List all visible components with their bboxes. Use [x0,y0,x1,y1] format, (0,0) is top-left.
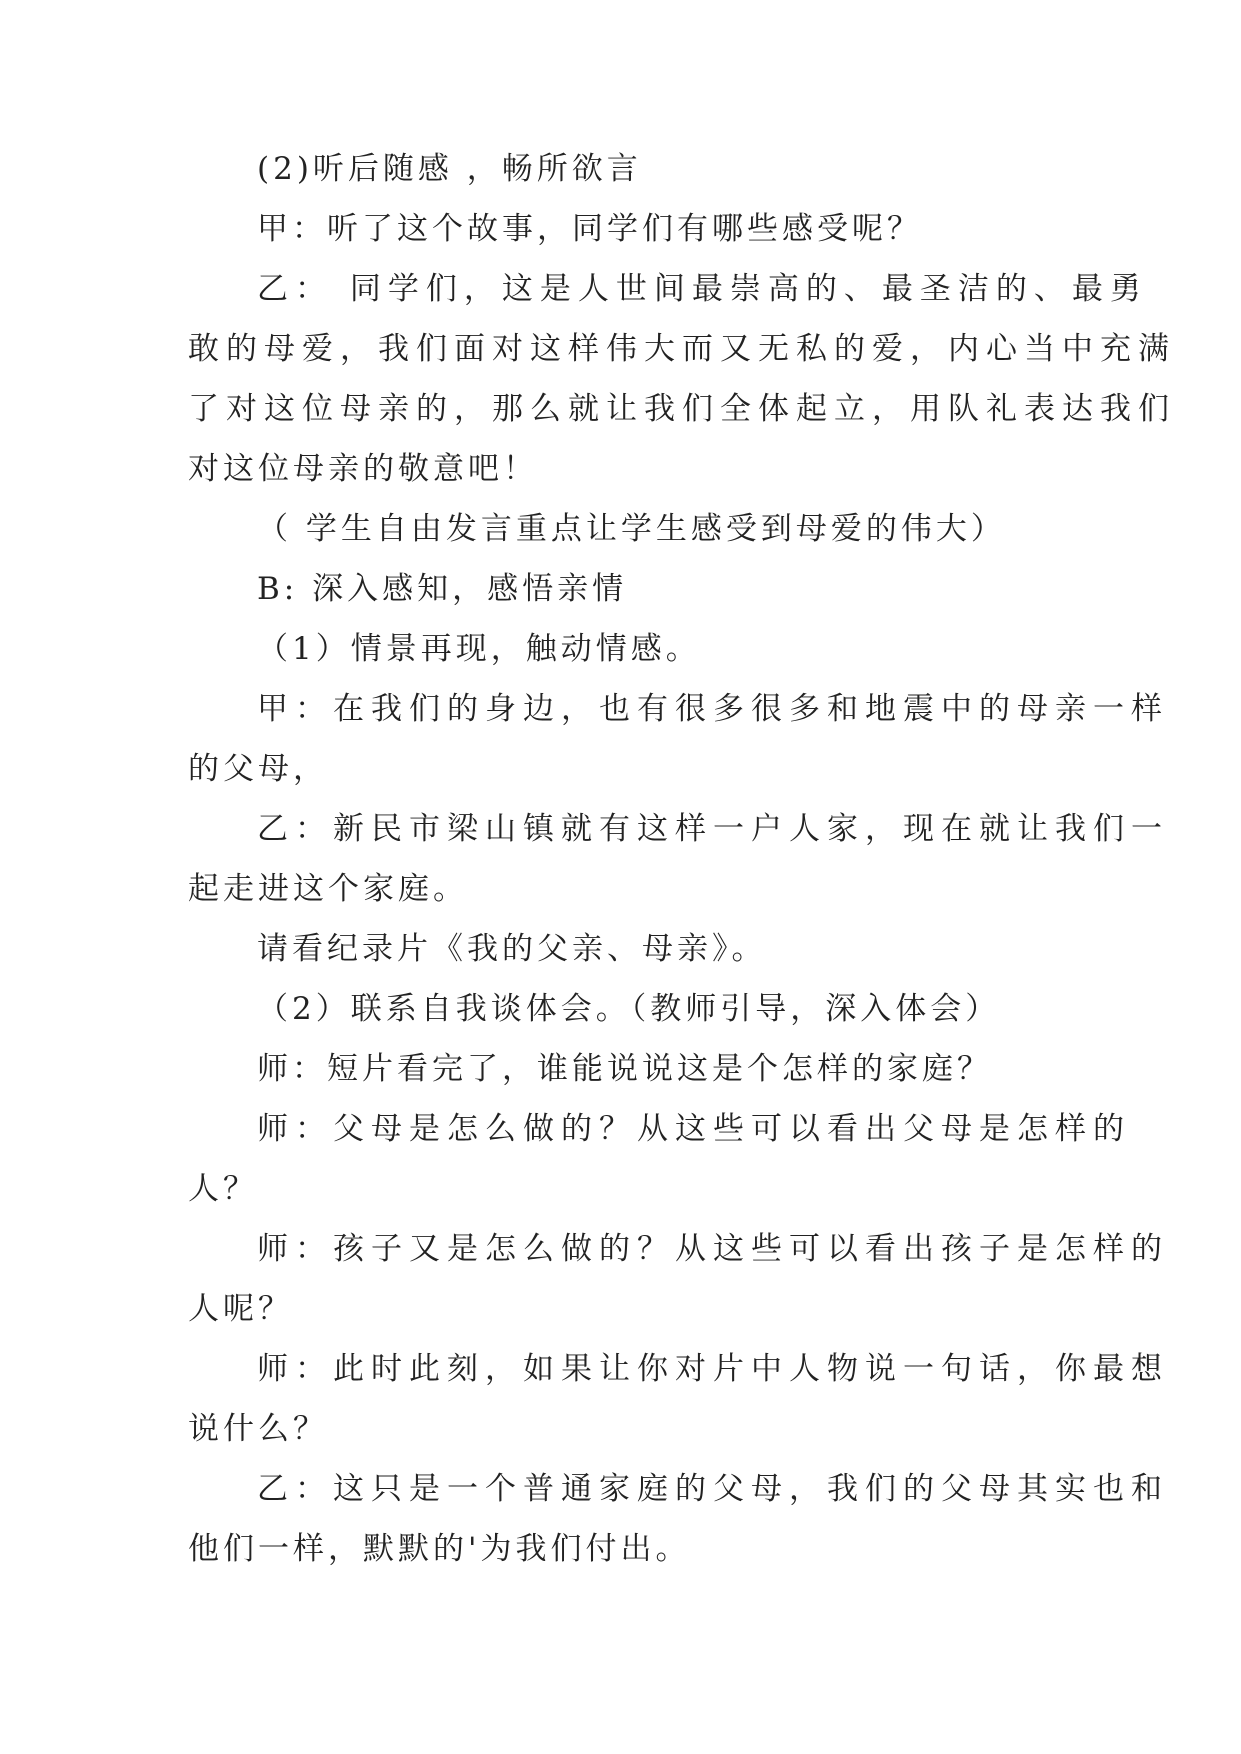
text-line: (2)听后随感 ，畅所欲言 [257,151,642,187]
text-line: 起走进这个家庭。 [188,871,468,907]
text-line: （1）情景再现，触动情感。 [257,631,701,667]
text-line: 人？ [188,1171,258,1207]
text-line: 师：此时此刻，如果让你对片中人物说一句话，你最想 [257,1351,1169,1387]
text-line: 乙：这只是一个普通家庭的父母，我们的父母其实也和 [257,1471,1169,1507]
text-line: 甲：在我们的身边，也有很多很多和地震中的母亲一样 [257,691,1169,727]
text-line: 乙：新民市梁山镇就有这样一户人家，现在就让我们一 [257,811,1169,847]
text-line: 甲：听了这个故事，同学们有哪些感受呢？ [257,211,922,247]
text-line: 的父母， [188,751,328,787]
text-line: 对这位母亲的敬意吧！ [188,451,538,487]
text-line: （2）联系自我谈体会。（教师引导，深入体会） [257,991,1001,1027]
text-line: 敢的母爱，我们面对这样伟大而又无私的爱，内心当中充满 [188,331,1176,367]
text-line: 乙： 同学们，这是人世间最崇高的、最圣洁的、最勇 [257,271,1148,307]
text-line: 说什么？ [188,1411,328,1447]
text-line: （ 学生自由发言重点让学生感受到母爱的伟大） [257,511,1006,547]
text-line: 师：父母是怎么做的？从这些可以看出父母是怎样的 [257,1111,1131,1147]
text-line: 师：孩子又是怎么做的？从这些可以看出孩子是怎样的 [257,1231,1169,1267]
text-line: 人呢？ [188,1291,293,1327]
text-line: B: 深入感知，感悟亲情 [257,571,628,607]
text-line: 师：短片看完了，谁能说说这是个怎样的家庭？ [257,1051,992,1087]
text-line: 请看纪录片《我的父亲、母亲》。 [257,931,767,967]
text-line: 了对这位母亲的，那么就让我们全体起立，用队礼表达我们 [188,391,1176,427]
text-line: 他们一样，默默的'为我们付出。 [188,1531,691,1567]
